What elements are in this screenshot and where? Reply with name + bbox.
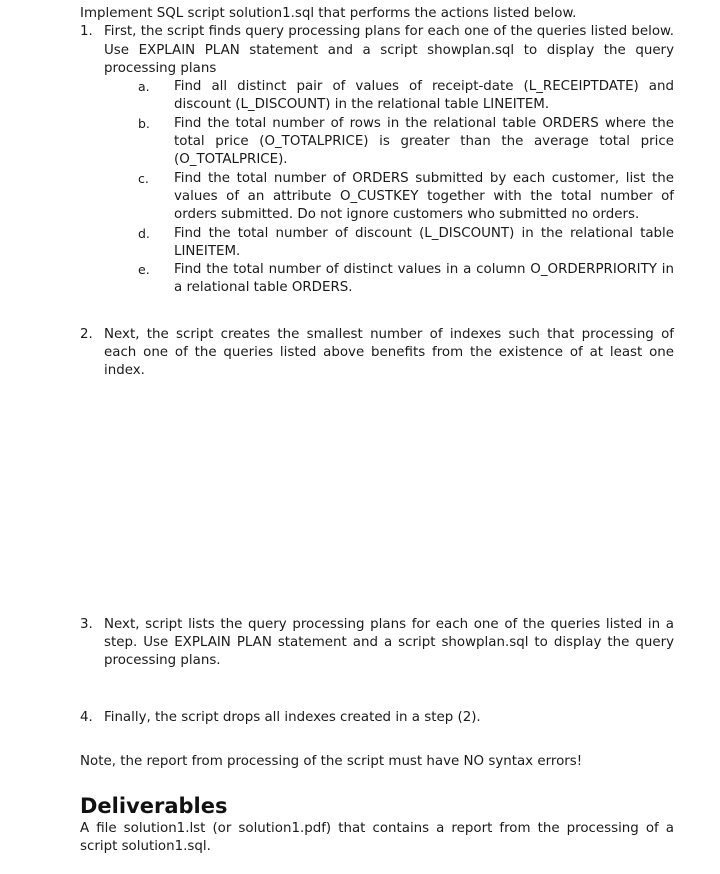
assignment-document (80, 5, 674, 857)
intro-text: Implement SQL script solution1.sql that performs the actions listed below. (80, 6, 577, 21)
deliverables-heading: Deliverables (80, 794, 228, 819)
query-letter: c. (138, 170, 149, 186)
query-item-a (104, 78, 674, 115)
note-text: Note, the report from processing of the script must have NO syntax errors! (80, 753, 583, 769)
step-number: 3. (80, 616, 93, 632)
query-letter: a. (138, 79, 150, 95)
query-text: Find the total number of distinct values in a column O_ORDERPRIORITY in a relational table ORDERS. (174, 262, 674, 296)
query-item-e (104, 261, 674, 298)
deliverables-text: A file solution1.lst (or solution1.pdf) that contains a report from the processing of a script solution1.sql. (80, 821, 674, 855)
query-list (104, 78, 674, 298)
query-letter: e. (138, 262, 150, 278)
step-number: 1. (80, 24, 93, 40)
step-text: Next, the script creates the smallest number of indexes such that processing of each one of the queries listed above benefits from the existence of at least one index. (104, 326, 674, 379)
step-text: Finally, the script drops all indexes created in a step (2). (104, 709, 481, 725)
step-4 (80, 709, 674, 727)
query-item-c (104, 170, 674, 225)
query-letter: b. (138, 115, 150, 131)
step-text: Next, script lists the query processing plans for each one of the queries listed in a step. Use EXPLAIN PLAN statement and a script showplan.sql to display the query processing plans. (104, 616, 674, 669)
step-3 (80, 616, 674, 671)
query-text: Find the total number of rows in the relational table ORDERS where the total price (O_TOTALPRICE) is greater than the average total price (O_TOTALPRICE). (174, 115, 674, 168)
step-2 (80, 326, 674, 381)
step-number: 4. (80, 709, 93, 725)
query-item-b (104, 115, 674, 170)
step-1 (80, 23, 674, 297)
query-letter: d. (138, 225, 150, 241)
step-text: First, the script finds query processing plans for each one of the queries listed below. Use EXPLAIN PLAN statement and a script showplan.sql to display the query processing plans (104, 24, 674, 76)
query-item-d (104, 225, 674, 262)
query-text: Find the total number of discount (L_DISCOUNT) in the relational table LINEITEM. (174, 225, 674, 259)
query-text: Find all distinct pair of values of receipt-date (L_RECEIPTDATE) and discount (L_DISCOUNT) in the relational table LINEITEM. (174, 79, 674, 113)
query-text: Find the total number of ORDERS submitted by each customer, list the values of an attribute O_CUSTKEY together with the total number of orders submitted. Do not ignore customers who submitted no orders. (174, 170, 674, 223)
step-number: 2. (80, 326, 93, 342)
